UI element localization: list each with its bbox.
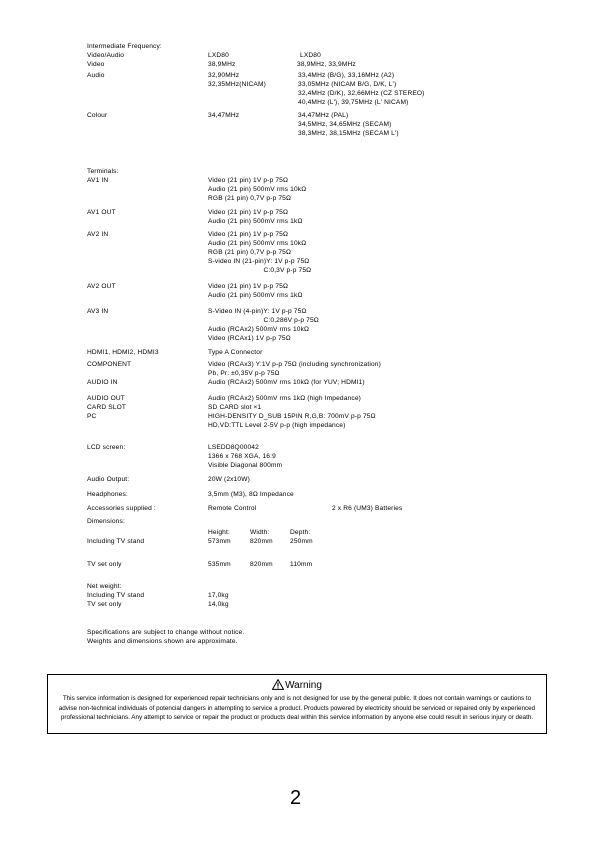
terminals-title: Terminals: bbox=[87, 168, 119, 175]
dim-header-depth: Depth: bbox=[290, 529, 311, 536]
weight-row-label: TV set only bbox=[87, 601, 122, 608]
terminal-label: AV2 IN bbox=[87, 231, 109, 238]
terminal-label: AV1 OUT bbox=[87, 209, 116, 216]
dimensions-label: Dimensions: bbox=[87, 518, 125, 525]
lcd-line: 1366 x 768 XGA, 16:9 bbox=[208, 453, 276, 460]
if-video-label: Video bbox=[87, 61, 105, 68]
if-audio-v2-1: 33,05MHz (NICAM B/G, D/K, L') bbox=[298, 81, 397, 88]
terminal-line: Audio (RCAx2) 500mV rms 10kΩ (for YUV; HDMI1) bbox=[208, 379, 365, 386]
terminal-label: AUDIO OUT bbox=[87, 395, 125, 402]
dim-row-label: TV set only bbox=[87, 561, 122, 568]
terminal-label: CARD SLOT bbox=[87, 404, 127, 411]
terminal-line: S-video IN (21-pin)Y: 1V p-p 75Ω bbox=[208, 258, 310, 265]
audio-output-value: 20W (2x10W) bbox=[208, 476, 250, 483]
terminal-label: AV3 IN bbox=[87, 308, 109, 315]
terminal-line: Video (RCAx1) 1V p-p 75Ω bbox=[208, 335, 291, 342]
if-audio-v2-0: 33,4MHz (B/G), 33,16MHz (A2) bbox=[298, 72, 395, 79]
if-col1-header: LXD80 bbox=[208, 52, 229, 59]
terminal-line: RGB (21 pin) 0,7V p-p 75Ω bbox=[208, 249, 292, 256]
terminal-line: Type A Connector bbox=[208, 349, 263, 356]
dim-header-width: Width: bbox=[250, 529, 270, 536]
accessories-value-2: 2 x R6 (UM3) Batteries bbox=[332, 505, 403, 512]
if-audio-v2-3: 40,4MHz (L'), 39,75MHz (L' NICAM) bbox=[298, 99, 409, 106]
terminal-line: C:0,286V p-p 75Ω bbox=[208, 317, 319, 324]
terminal-line: Audio (21 pin) 500mV rms 1kΩ bbox=[208, 292, 303, 299]
note-line: Weights and dimensions shown are approximate. bbox=[87, 638, 238, 645]
if-colour-v2-0: 34,47MHz (PAL) bbox=[298, 112, 349, 119]
if-video-audio-label: Video/Audio bbox=[87, 52, 125, 59]
if-colour-v1: 34,47MHz bbox=[208, 112, 240, 119]
if-audio-v2-2: 32,4MHz (D/K), 32,66MHz (CZ STEREO) bbox=[298, 90, 425, 97]
terminal-line: Audio (21 pin) 500mV rms 10kΩ bbox=[208, 240, 307, 247]
terminal-line: Video (21 pin) 1V p-p 75Ω bbox=[208, 209, 289, 216]
page-number: 2 bbox=[290, 787, 302, 809]
terminal-line: Video (RCAx3) Y:1V p-p 75Ω (including synchronization) bbox=[208, 361, 381, 368]
warning-title-text: Warning bbox=[285, 680, 322, 691]
net-weight-label: Net weight: bbox=[87, 583, 122, 590]
terminal-line: Audio (RCAx2) 500mV rms 10kΩ bbox=[208, 326, 310, 333]
note-line: Specifications are subject to change without notice. bbox=[87, 629, 245, 636]
terminal-line: Video (21 pin) 1V p-p 75Ω bbox=[208, 177, 289, 184]
terminal-line: Video (21 pin) 1V p-p 75Ω bbox=[208, 283, 289, 290]
terminal-line: S-Video IN (4-pin)Y: 1V p-p 75Ω bbox=[208, 308, 307, 315]
terminal-line: SD CARD slot ×1 bbox=[208, 404, 262, 411]
dim-row-height: 573mm bbox=[208, 538, 231, 545]
terminal-line: RGB (21 pin) 0,7V p-p 75Ω bbox=[208, 195, 292, 202]
if-video-v1: 38,9MHz bbox=[208, 61, 236, 68]
warning-title bbox=[48, 679, 546, 692]
dim-row-height: 535mm bbox=[208, 561, 231, 568]
accessories-label: Accessories supplied : bbox=[87, 505, 156, 512]
weight-row-value: 17,0kg bbox=[208, 592, 229, 599]
headphones-label: Headphones: bbox=[87, 491, 128, 498]
dim-row-depth: 250mm bbox=[290, 538, 313, 545]
accessories-value-1: Remote Control bbox=[208, 505, 257, 512]
dim-row-label: Including TV stand bbox=[87, 538, 145, 545]
lcd-line: LSEDD8Q00042 bbox=[208, 444, 259, 451]
warning-triangle-icon bbox=[272, 679, 284, 690]
if-audio-label: Audio bbox=[87, 72, 105, 79]
lcd-label: LCD screen: bbox=[87, 444, 126, 451]
if-video-v2: 38,9MHz, 33,9MHz bbox=[297, 61, 356, 68]
dim-row-width: 820mm bbox=[250, 561, 273, 568]
terminal-line: Audio (RCAx2) 500mV rms 1kΩ (high Impedance) bbox=[208, 395, 361, 402]
terminal-label: HDMI1, HDMI2, HDMI3 bbox=[87, 349, 159, 356]
terminal-label: PC bbox=[87, 413, 97, 420]
headphones-value: 3,5mm (M3), 8Ω Impedance bbox=[208, 491, 294, 498]
dim-row-depth: 110mm bbox=[290, 561, 313, 568]
weight-row-value: 14,0kg bbox=[208, 601, 229, 608]
if-audio-v1a: 32,90MHz bbox=[208, 72, 240, 79]
audio-output-label: Audio Output: bbox=[87, 476, 130, 483]
terminal-label: AV2 OUT bbox=[87, 283, 116, 290]
dim-row-width: 820mm bbox=[250, 538, 273, 545]
warning-box bbox=[47, 674, 547, 734]
terminal-label: AV1 IN bbox=[87, 177, 109, 184]
terminal-line: Pb, Pr: ±0,35V p-p 75Ω bbox=[208, 370, 280, 377]
weight-row-label: Including TV stand bbox=[87, 592, 145, 599]
terminal-line: Audio (21 pin) 500mV rms 10kΩ bbox=[208, 186, 307, 193]
if-title: Intermediate Frequency: bbox=[87, 43, 162, 50]
terminal-line: HIGH-DENSITY D_SUB 15PIN R,G,B: 700mV p-p 75Ω bbox=[208, 413, 376, 420]
terminal-line: C:0,3V p-p 75Ω bbox=[208, 267, 312, 274]
if-col2-header: LXD80 bbox=[300, 52, 321, 59]
if-audio-v1b: 32,35MHz(NICAM) bbox=[208, 81, 266, 88]
if-colour-label: Colour bbox=[87, 112, 108, 119]
if-colour-v2-2: 38,3MHz, 38,15MHz (SECAM L') bbox=[298, 130, 399, 137]
warning-text: This service information is designed for experienced repair technicians only and is not designed for use by the general public. It does not contain warnings or cautions to advise non-technical individuals of potencial dangers in attempting to service a product. Products powered by electricity should be serviced or repaired only by experienced professional technicians. Any attempt to service or repair the product or products deal within this service information by anyone else could result in serious injury or death. bbox=[58, 695, 536, 722]
terminal-label: AUDIO IN bbox=[87, 379, 118, 386]
if-colour-v2-1: 34,5MHz, 34,65MHz (SECAM) bbox=[298, 121, 392, 128]
terminal-label: COMPONENT bbox=[87, 361, 132, 368]
terminal-line: HD,VD:TTL Level 2-5V p-p (high impedance) bbox=[208, 422, 346, 429]
terminal-line: Audio (21 pin) 500mV rms 1kΩ bbox=[208, 218, 303, 225]
dim-header-height: Height: bbox=[208, 529, 230, 536]
terminal-line: Video (21 pin) 1V p-p 75Ω bbox=[208, 231, 289, 238]
lcd-line: Visible Diagonal 800mm bbox=[208, 462, 283, 469]
